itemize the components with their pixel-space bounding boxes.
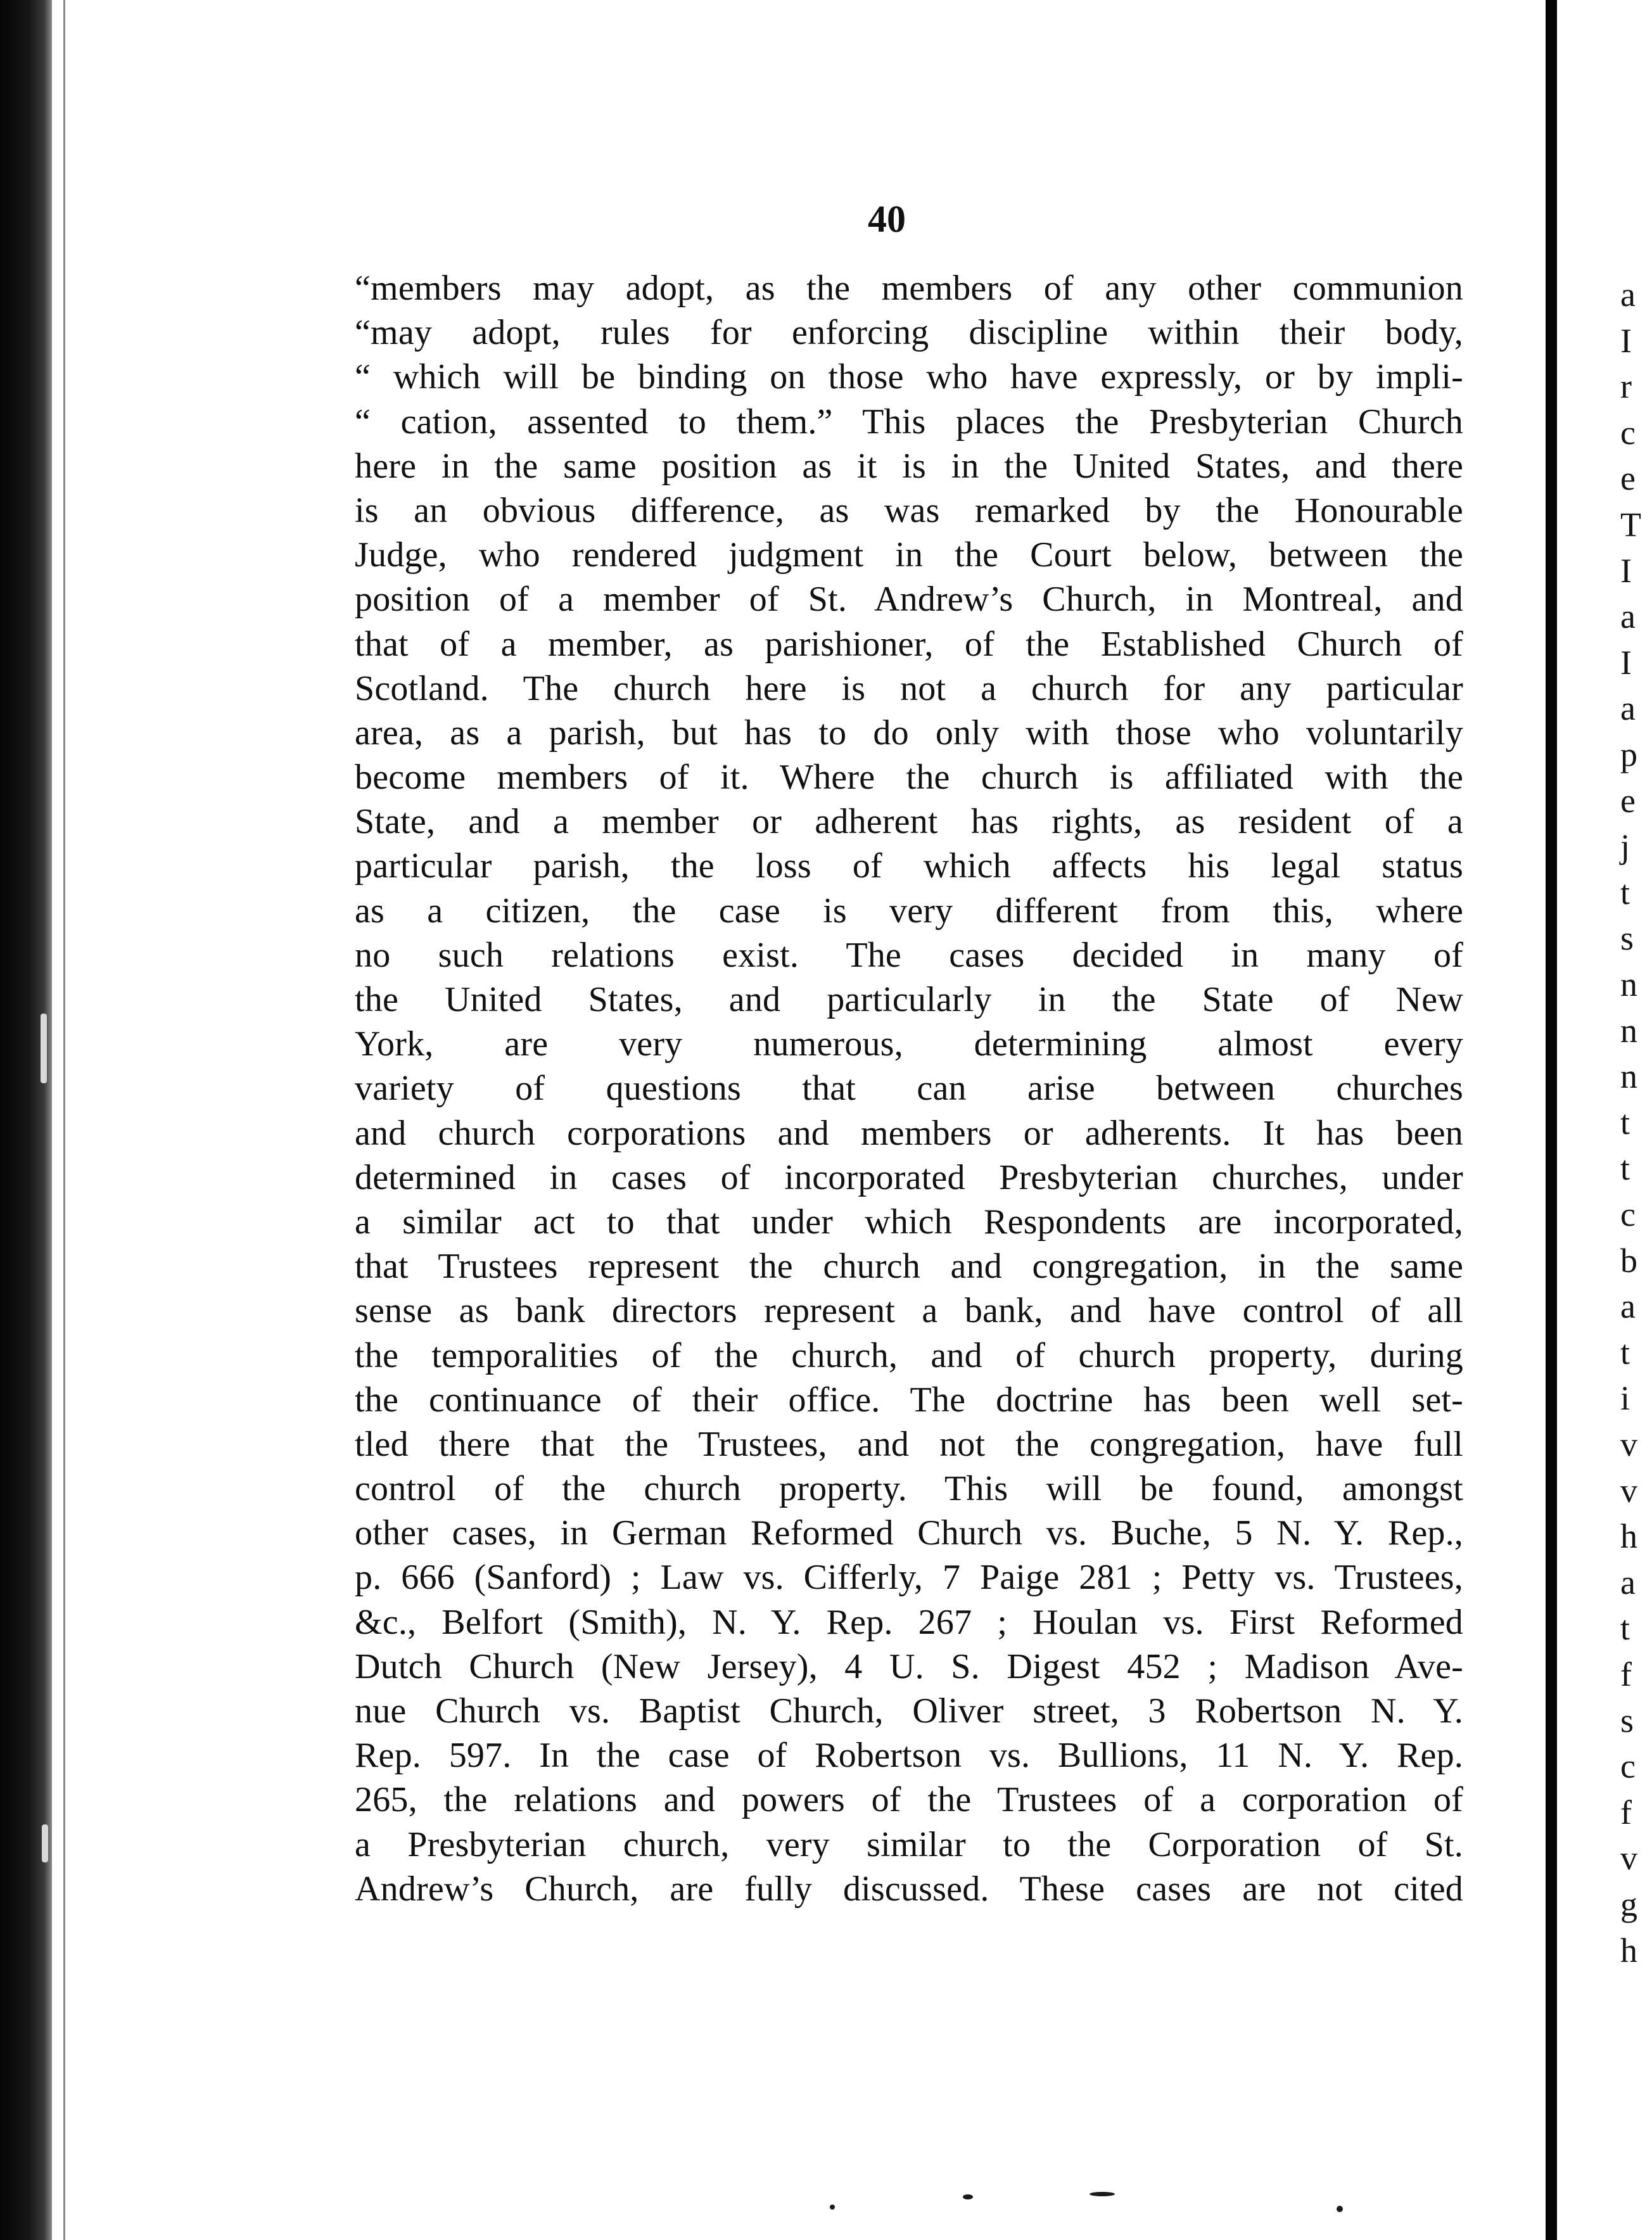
facing-page-letter: t: [1620, 873, 1630, 912]
text-line: sense as bank directors represent a bank, and have control of all: [355, 1291, 1463, 1331]
text-line: “ which will be binding on those who have expressly, or by impli-: [355, 357, 1463, 397]
scan-speck: [1090, 2192, 1115, 2196]
scan-speck: [830, 2205, 835, 2210]
facing-page-letter: v: [1620, 1471, 1637, 1510]
facing-page-letter: c: [1620, 1747, 1636, 1786]
text-line: no such relations exist. The cases decided in many of: [355, 935, 1463, 975]
facing-page-letter: p: [1620, 735, 1637, 773]
facing-page-letter: v: [1620, 1839, 1637, 1878]
facing-page-letter: t: [1620, 1609, 1630, 1648]
text-line: Scotland. The church here is not a church for any particular: [355, 668, 1463, 708]
body-text: [355, 266, 1463, 1911]
facing-page-letter: n: [1620, 1011, 1637, 1050]
facing-page-letter: s: [1620, 1701, 1634, 1740]
text-line: nue Church vs. Baptist Church, Oliver street, 3 Robertson N. Y.: [355, 1691, 1463, 1731]
facing-page-letter: c: [1620, 1195, 1636, 1233]
text-line: “ cation, assented to them.” This places the Presbyterian Church: [355, 402, 1463, 442]
text-line: as a citizen, the case is very different from this, where: [355, 891, 1463, 931]
text-line: the continuance of their office. The doctrine has been well set-: [355, 1380, 1463, 1420]
text-line: the United States, and particularly in the State of New: [355, 980, 1463, 1019]
facing-page-letter: I: [1620, 551, 1632, 590]
facing-page-letter: a: [1620, 1563, 1636, 1601]
text-line: Andrew’s Church, are fully discussed. These cases are not cited: [355, 1869, 1463, 1909]
facing-page-letter: n: [1620, 965, 1637, 1003]
scan-speck: [1337, 2206, 1343, 2212]
text-line: tled there that the Trustees, and not the congregation, have full: [355, 1424, 1463, 1464]
facing-page-letter: f: [1620, 1655, 1632, 1693]
facing-page-letter: b: [1620, 1241, 1637, 1280]
facing-page-letter: v: [1620, 1425, 1637, 1463]
gutter-line: [63, 0, 65, 2240]
text-line: “members may adopt, as the members of any other communion: [355, 269, 1463, 308]
text-line: the temporalities of the church, and of church property, during: [355, 1335, 1463, 1375]
text-line: variety of questions that can arise between churches: [355, 1069, 1463, 1109]
text-line: become members of it. Where the church is affiliated with the: [355, 758, 1463, 798]
facing-page-letter: a: [1620, 276, 1636, 314]
text-line: 265, the relations and powers of the Trustees of a corporation of: [355, 1780, 1463, 1820]
text-line: a similar act to that under which Respondents are incorporated,: [355, 1202, 1463, 1242]
facing-page-letter: i: [1620, 1379, 1630, 1418]
text-line: Dutch Church (New Jersey), 4 U. S. Digest 452 ; Madison Ave-: [355, 1646, 1463, 1686]
text-line: position of a member of St. Andrew’s Church, in Montreal, and: [355, 580, 1463, 620]
facing-page-letter: e: [1620, 459, 1636, 498]
facing-page-letter: a: [1620, 597, 1636, 636]
text-line: p. 666 (Sanford) ; Law vs. Cifferly, 7 Paige 281 ; Petty vs. Trustees,: [355, 1558, 1463, 1598]
facing-page-letter: c: [1620, 413, 1636, 452]
text-line: determined in cases of incorporated Presbyterian churches, under: [355, 1157, 1463, 1197]
page-number: 40: [868, 198, 906, 240]
facing-page-edge: [1546, 0, 1652, 2240]
facing-page-letter: f: [1620, 1793, 1632, 1831]
text-line: that Trustees represent the church and congregation, in the same: [355, 1247, 1463, 1287]
facing-page-letter: r: [1620, 367, 1632, 406]
scan-speck: [42, 1824, 48, 1862]
text-line: York, are very numerous, determining almost every: [355, 1024, 1463, 1064]
scan-left-border: [0, 0, 52, 2240]
facing-page-letter: T: [1620, 506, 1641, 544]
facing-page-letter: t: [1620, 1149, 1630, 1188]
text-line: State, and a member or adherent has rights, as resident of a: [355, 802, 1463, 842]
text-line: a Presbyterian church, very similar to the Corporation of St.: [355, 1824, 1463, 1864]
text-line: that of a member, as parishioner, of the Established Church of: [355, 624, 1463, 664]
text-line: Rep. 597. In the case of Robertson vs. Bullions, 11 N. Y. Rep.: [355, 1736, 1463, 1776]
facing-page-letter: s: [1620, 919, 1634, 958]
text-line: is an obvious difference, as was remarked by the Honourable: [355, 490, 1463, 530]
text-line: control of the church property. This will be found, amongst: [355, 1469, 1463, 1509]
scan-noise: [0, 2167, 1546, 2240]
facing-page-letter: h: [1620, 1517, 1637, 1556]
facing-page-letter: j: [1620, 827, 1630, 866]
text-line: “may adopt, rules for enforcing discipline within their body,: [355, 313, 1463, 353]
facing-page-letter: a: [1620, 1287, 1636, 1326]
text-line: area, as a parish, but has to do only with those who voluntarily: [355, 713, 1463, 753]
facing-page-letter: t: [1620, 1103, 1630, 1142]
facing-page-letter: t: [1620, 1333, 1630, 1371]
scan-speck: [41, 1014, 47, 1083]
facing-page-letter: g: [1620, 1885, 1637, 1923]
facing-page-letter: a: [1620, 689, 1636, 728]
text-line: here in the same position as it is in the United States, and there: [355, 446, 1463, 486]
facing-page-letter: I: [1620, 643, 1632, 682]
text-line: particular parish, the loss of which affects his legal status: [355, 846, 1463, 886]
text-line: &c., Belfort (Smith), N. Y. Rep. 267 ; Houlan vs. First Reformed: [355, 1602, 1463, 1642]
scan-speck: [963, 2194, 973, 2199]
text-line: and church corporations and members or adherents. It has been: [355, 1113, 1463, 1153]
facing-page-letter: n: [1620, 1057, 1637, 1096]
facing-page-letter: I: [1620, 321, 1632, 360]
facing-page-letter: e: [1620, 781, 1636, 820]
text-line: other cases, in German Reformed Church vs. Buche, 5 N. Y. Rep.,: [355, 1513, 1463, 1553]
facing-page-letter: h: [1620, 1931, 1637, 1970]
text-line: Judge, who rendered judgment in the Court below, between the: [355, 535, 1463, 575]
